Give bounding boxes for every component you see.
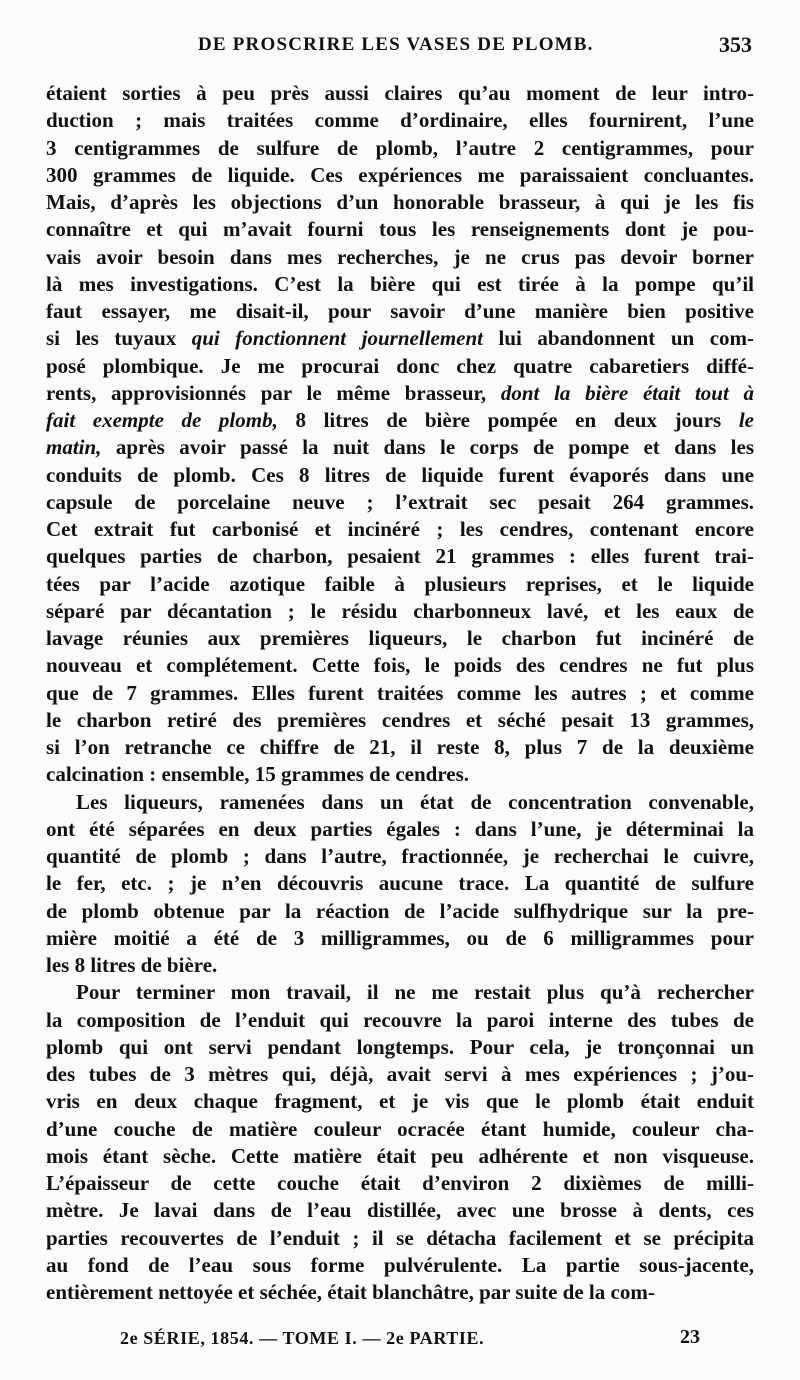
text-line: séparé par décantation ; le résidu charbonneux lavé, et les eaux de (46, 598, 754, 623)
text-line: calcination : ensemble, 15 grammes de cendres. (46, 762, 470, 787)
text-line: vais avoir besoin dans mes recherches, je ne crus pas devoir borner (46, 244, 754, 269)
text-line: mière moitié a été de 3 milligrammes, ou de 6 milligrammes pour (46, 925, 754, 950)
text-line: rents, approvisionnés par le même brasseur, dont la bière était tout à (46, 380, 754, 405)
text-line: le fer, etc. ; je n’en découvris aucune trace. La quantité de sulfure (46, 871, 754, 896)
text-line: que de 7 grammes. Elles furent traitées comme les autres ; et comme (46, 680, 754, 705)
text-line: fait exempte de plomb, 8 litres de bière pompée en deux jours le (46, 408, 754, 432)
page-footer (120, 1328, 700, 1354)
text-line: entièrement nettoyée et séchée, était blanchâtre, par suite de la com- (46, 1280, 655, 1304)
italic-text: dont la bière était tout à (500, 380, 754, 405)
text-line: lavage réunies aux premières liqueurs, le charbon fut incinéré de (46, 626, 754, 650)
text-line: quelques parties de charbon, pesaient 21 grammes : elles furent trai- (46, 544, 754, 569)
text-line: 300 grammes de liquide. Ces expériences me paraissaient concluantes. (46, 162, 754, 187)
text-line: vris en deux chaque fragment, et je vis que le plomb était enduit (46, 1089, 754, 1114)
running-title: DE PROSCRIRE LES VASES DE PLOMB. (198, 34, 594, 55)
text-line: Pour terminer mon travail, il ne me restait plus qu’à rechercher (76, 980, 754, 1005)
italic-text: matin, (46, 435, 102, 460)
text-line: Cet extrait fut carbonisé et incinéré ; les cendres, contenant encore (46, 517, 754, 541)
text-line: 3 centigrammes de sulfure de plomb, l’autre 2 centigrammes, pour (46, 135, 754, 160)
text-line: mètre. Je lavai dans de l’eau distillée, avec une brosse à dents, ces (46, 1198, 754, 1223)
text-line: des tubes de 3 mètres qui, déjà, avait servi à mes expériences ; j’ou- (46, 1062, 754, 1086)
text-line: le charbon retiré des premières cendres et séché pesait 13 grammes, (46, 707, 754, 732)
sheet-number: 23 (680, 1326, 700, 1348)
italic-text: le (738, 408, 754, 432)
text-line: capsule de porcelaine neuve ; l’extrait sec pesait 264 grammes. (46, 489, 754, 514)
text-line: la composition de l’enduit qui recouvre la paroi interne des tubes de (46, 1007, 754, 1032)
text-line: conduits de plomb. Ces 8 litres de liquide furent évaporés dans une (46, 462, 754, 487)
text-line: de plomb obtenue par la réaction de l’acide sulfhydrique sur la pre- (46, 898, 754, 923)
body-text (46, 80, 754, 1306)
page-header (46, 34, 754, 62)
paragraph-2 (46, 789, 754, 980)
italic-text: fait exempte de plomb, (46, 408, 278, 432)
text-line: matin, après avoir passé la nuit dans le corps de pompe et dans les (46, 435, 754, 460)
text-line: ont été séparées en deux parties égales : dans l’une, je déterminai la (46, 816, 754, 841)
text-line: les 8 litres de bière. (46, 953, 218, 977)
text-line: si les tuyaux qui fonctionnent journellement lui abandonnent un com- (46, 326, 755, 351)
text-line: duction ; mais traitées comme d’ordinaire, elles fournirent, l’une (46, 108, 754, 133)
text-line: si l’on retranche ce chiffre de 21, il reste 8, plus 7 de la deuxième (46, 735, 754, 759)
italic-text: qui fonctionnent journellement (191, 326, 484, 351)
text-line: mois étant sèche. Cette matière était peu adhérente et non visqueuse. (46, 1143, 754, 1168)
paragraph-1 (46, 80, 754, 789)
text-line: Mais, d’après les objections d’un honorable brasseur, à qui je les fis (46, 190, 754, 214)
text-line: plomb qui ont servi pendant longtemps. Pour cela, je tronçonnai un (46, 1034, 754, 1059)
text-line: connaître et qui m’avait fourni tous les renseignements dont je pou- (46, 217, 754, 242)
text-line: nouveau et complétement. Cette fois, le poids des cendres ne fut plus (46, 653, 754, 678)
text-line: quantité de plomb ; dans l’autre, fractionnée, je recherchai le cuivre, (46, 844, 754, 868)
text-line: L’épaisseur de cette couche était d’environ 2 dixièmes de milli- (46, 1171, 754, 1195)
text-line: Les liqueurs, ramenées dans un état de concentration convenable, (76, 789, 754, 814)
text-line: posé plombique. Je me procurai donc chez quatre cabaretiers diffé- (46, 353, 754, 378)
text-line: parties recouvertes de l’enduit ; il se détacha facilement et se précipita (46, 1225, 754, 1250)
paragraph-3 (46, 979, 754, 1306)
text-line: là mes investigations. C’est la bière qui est tirée à la pompe qu’il (46, 271, 754, 296)
text-line: au fond de l’eau sous forme pulvérulente. La partie sous-jacente, (46, 1252, 754, 1277)
signature-mark: 2e SÉRIE, 1854. — TOME I. — 2e PARTIE. (120, 1328, 485, 1348)
page-number: 353 (719, 32, 752, 57)
text-line: étaient sorties à peu près aussi claires qu’au moment de leur intro- (46, 81, 754, 105)
text-line: tées par l’acide azotique faible à plusieurs reprises, et le liquide (46, 571, 754, 596)
text-line: faut essayer, me disait-il, pour savoir d’une manière bien positive (46, 299, 754, 323)
text-line: d’une couche de matière couleur ocracée étant humide, couleur cha- (46, 1116, 754, 1141)
